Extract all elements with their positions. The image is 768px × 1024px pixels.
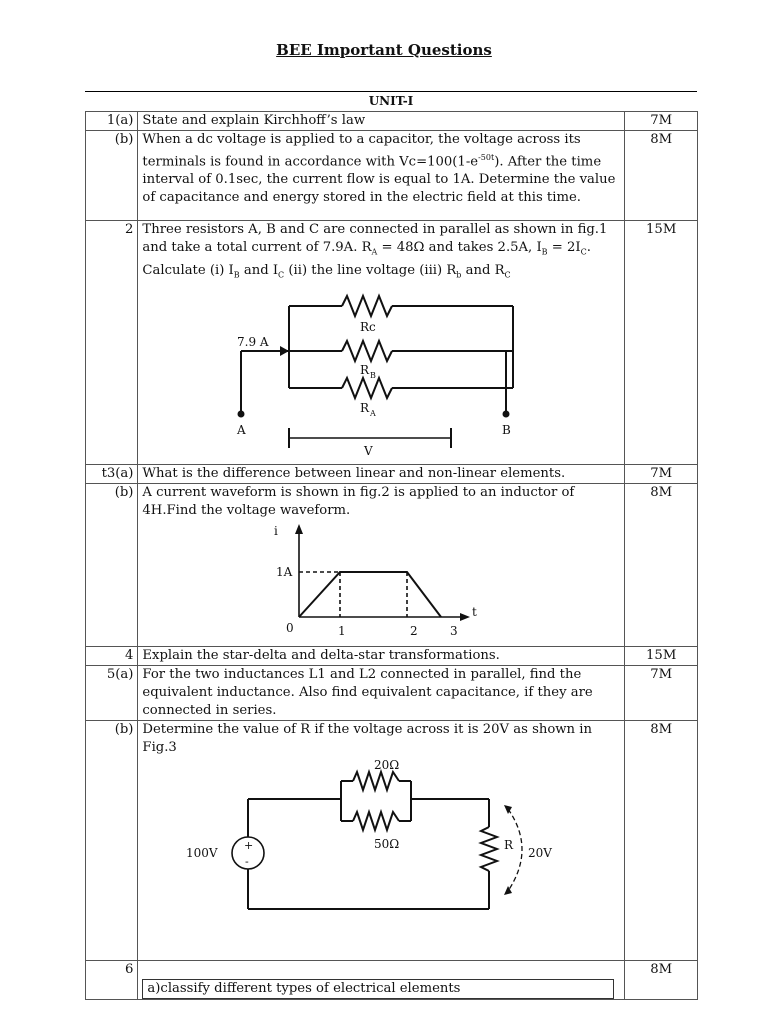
label-1: 1: [338, 624, 347, 639]
figure-3-series-parallel-circuit: [146, 757, 616, 957]
question-text: [138, 961, 625, 1000]
question-number: (b): [86, 131, 138, 221]
question-row-6: [86, 961, 698, 1000]
question-number: 2: [86, 221, 138, 465]
figure-2-current-waveform: [146, 520, 616, 642]
question-number: 4: [86, 647, 138, 666]
label-20v: 20V: [528, 846, 553, 861]
question-text: [138, 484, 625, 647]
question-number: 5(a): [86, 666, 138, 721]
label-0: 0: [286, 621, 295, 636]
question-marks: 7M: [625, 465, 698, 484]
question-row-5a: [86, 666, 698, 721]
question-row-3a: [86, 465, 698, 484]
label-20-ohm: 20Ω: [374, 758, 400, 773]
question-number: 1(a): [86, 112, 138, 131]
question-text-body: Determine the value of R if the voltage across it is 20V as shown in Fig.3: [142, 722, 592, 756]
question-text: What is the difference between linear and non-linear elements.: [138, 465, 625, 484]
label-rb-sub: B: [370, 371, 377, 381]
question-marks: 8M: [625, 721, 698, 961]
figure-1-parallel-resistors: [146, 284, 616, 464]
question-number: (b): [86, 484, 138, 647]
question-marks: 7M: [625, 666, 698, 721]
question-text: Three resistors A, B and C are connected in parallel as shown in fig.1 and take a total current of 7.9A. $R_A = 48\Omega$ and takes 2.5A, $I_B = 2I_C$. Calculate (i) $I_B$ and $I_C$ (ii) the line voltage (iii) $R_b$ and $R_C$ 7.9 A Rc R B R A A B V: [138, 221, 625, 465]
question-row-1b: [86, 131, 698, 221]
label-minus: -: [245, 855, 250, 869]
question-marks: 8M: [625, 131, 698, 221]
label-voltage: V: [364, 444, 374, 459]
question-row-3b: [86, 484, 698, 647]
unit-heading: UNIT-I: [368, 94, 414, 108]
question-number: t3(a): [86, 465, 138, 484]
sub-question-box: a)classify different types of electrical elements: [142, 979, 614, 999]
label-3: 3: [450, 624, 459, 639]
question-text: For the two inductances L1 and L2 connected in parallel, find the equivalent inductance. Also find equivalent capacitance, if they are connected in series.: [138, 666, 625, 721]
top-rule: [85, 91, 697, 92]
questions-table: [85, 111, 698, 1000]
question-text-line-2: 4H.Find the voltage waveform.: [142, 503, 351, 519]
question-marks: 8M: [625, 484, 698, 647]
label-rc: Rc: [360, 320, 377, 335]
label-1a: 1A: [276, 565, 293, 580]
label-terminal-b: B: [502, 423, 512, 438]
question-text: State and explain Kirchhoff’s law: [138, 112, 625, 131]
label-50-ohm: 50Ω: [374, 837, 400, 852]
question-number: 6: [86, 961, 138, 1000]
question-marks: 15M: [625, 647, 698, 666]
label-current: 7.9 A: [237, 335, 269, 350]
document-title: BEE Important Questions: [276, 41, 492, 59]
question-marks: 7M: [625, 112, 698, 131]
label-source-voltage: 100V: [186, 846, 218, 861]
question-text-line-1: A current waveform is shown in fig.2 is applied to an inductor of: [142, 485, 575, 501]
label-2: 2: [410, 624, 419, 639]
label-ra: R: [360, 401, 370, 416]
label-plus: +: [244, 839, 254, 853]
question-number: (b): [86, 721, 138, 961]
question-row-4: [86, 647, 698, 666]
question-text: Explain the star-delta and delta-star transformations.: [138, 647, 625, 666]
question-row-2: [86, 221, 698, 465]
question-row-5b: [86, 721, 698, 961]
label-terminal-a: A: [237, 423, 247, 438]
question-row-1a: [86, 112, 698, 131]
question-marks: 8M: [625, 961, 698, 1000]
question-text: When a dc voltage is applied to a capacitor, the voltage across its terminals is found in accordance with $Vc=100(1-e^{-50t})$. After the time interval of 0.1sec, the current flow is equal to 1A. Determine the value of capacitance and energy stored in the electric field at this time.: [138, 131, 625, 221]
question-text: [138, 721, 625, 961]
label-t: t: [472, 605, 478, 620]
label-rb: R: [360, 363, 370, 378]
question-marks: 15M: [625, 221, 698, 465]
label-r: R: [504, 838, 514, 853]
label-i: i: [274, 524, 279, 539]
label-ra-sub: A: [370, 409, 377, 419]
